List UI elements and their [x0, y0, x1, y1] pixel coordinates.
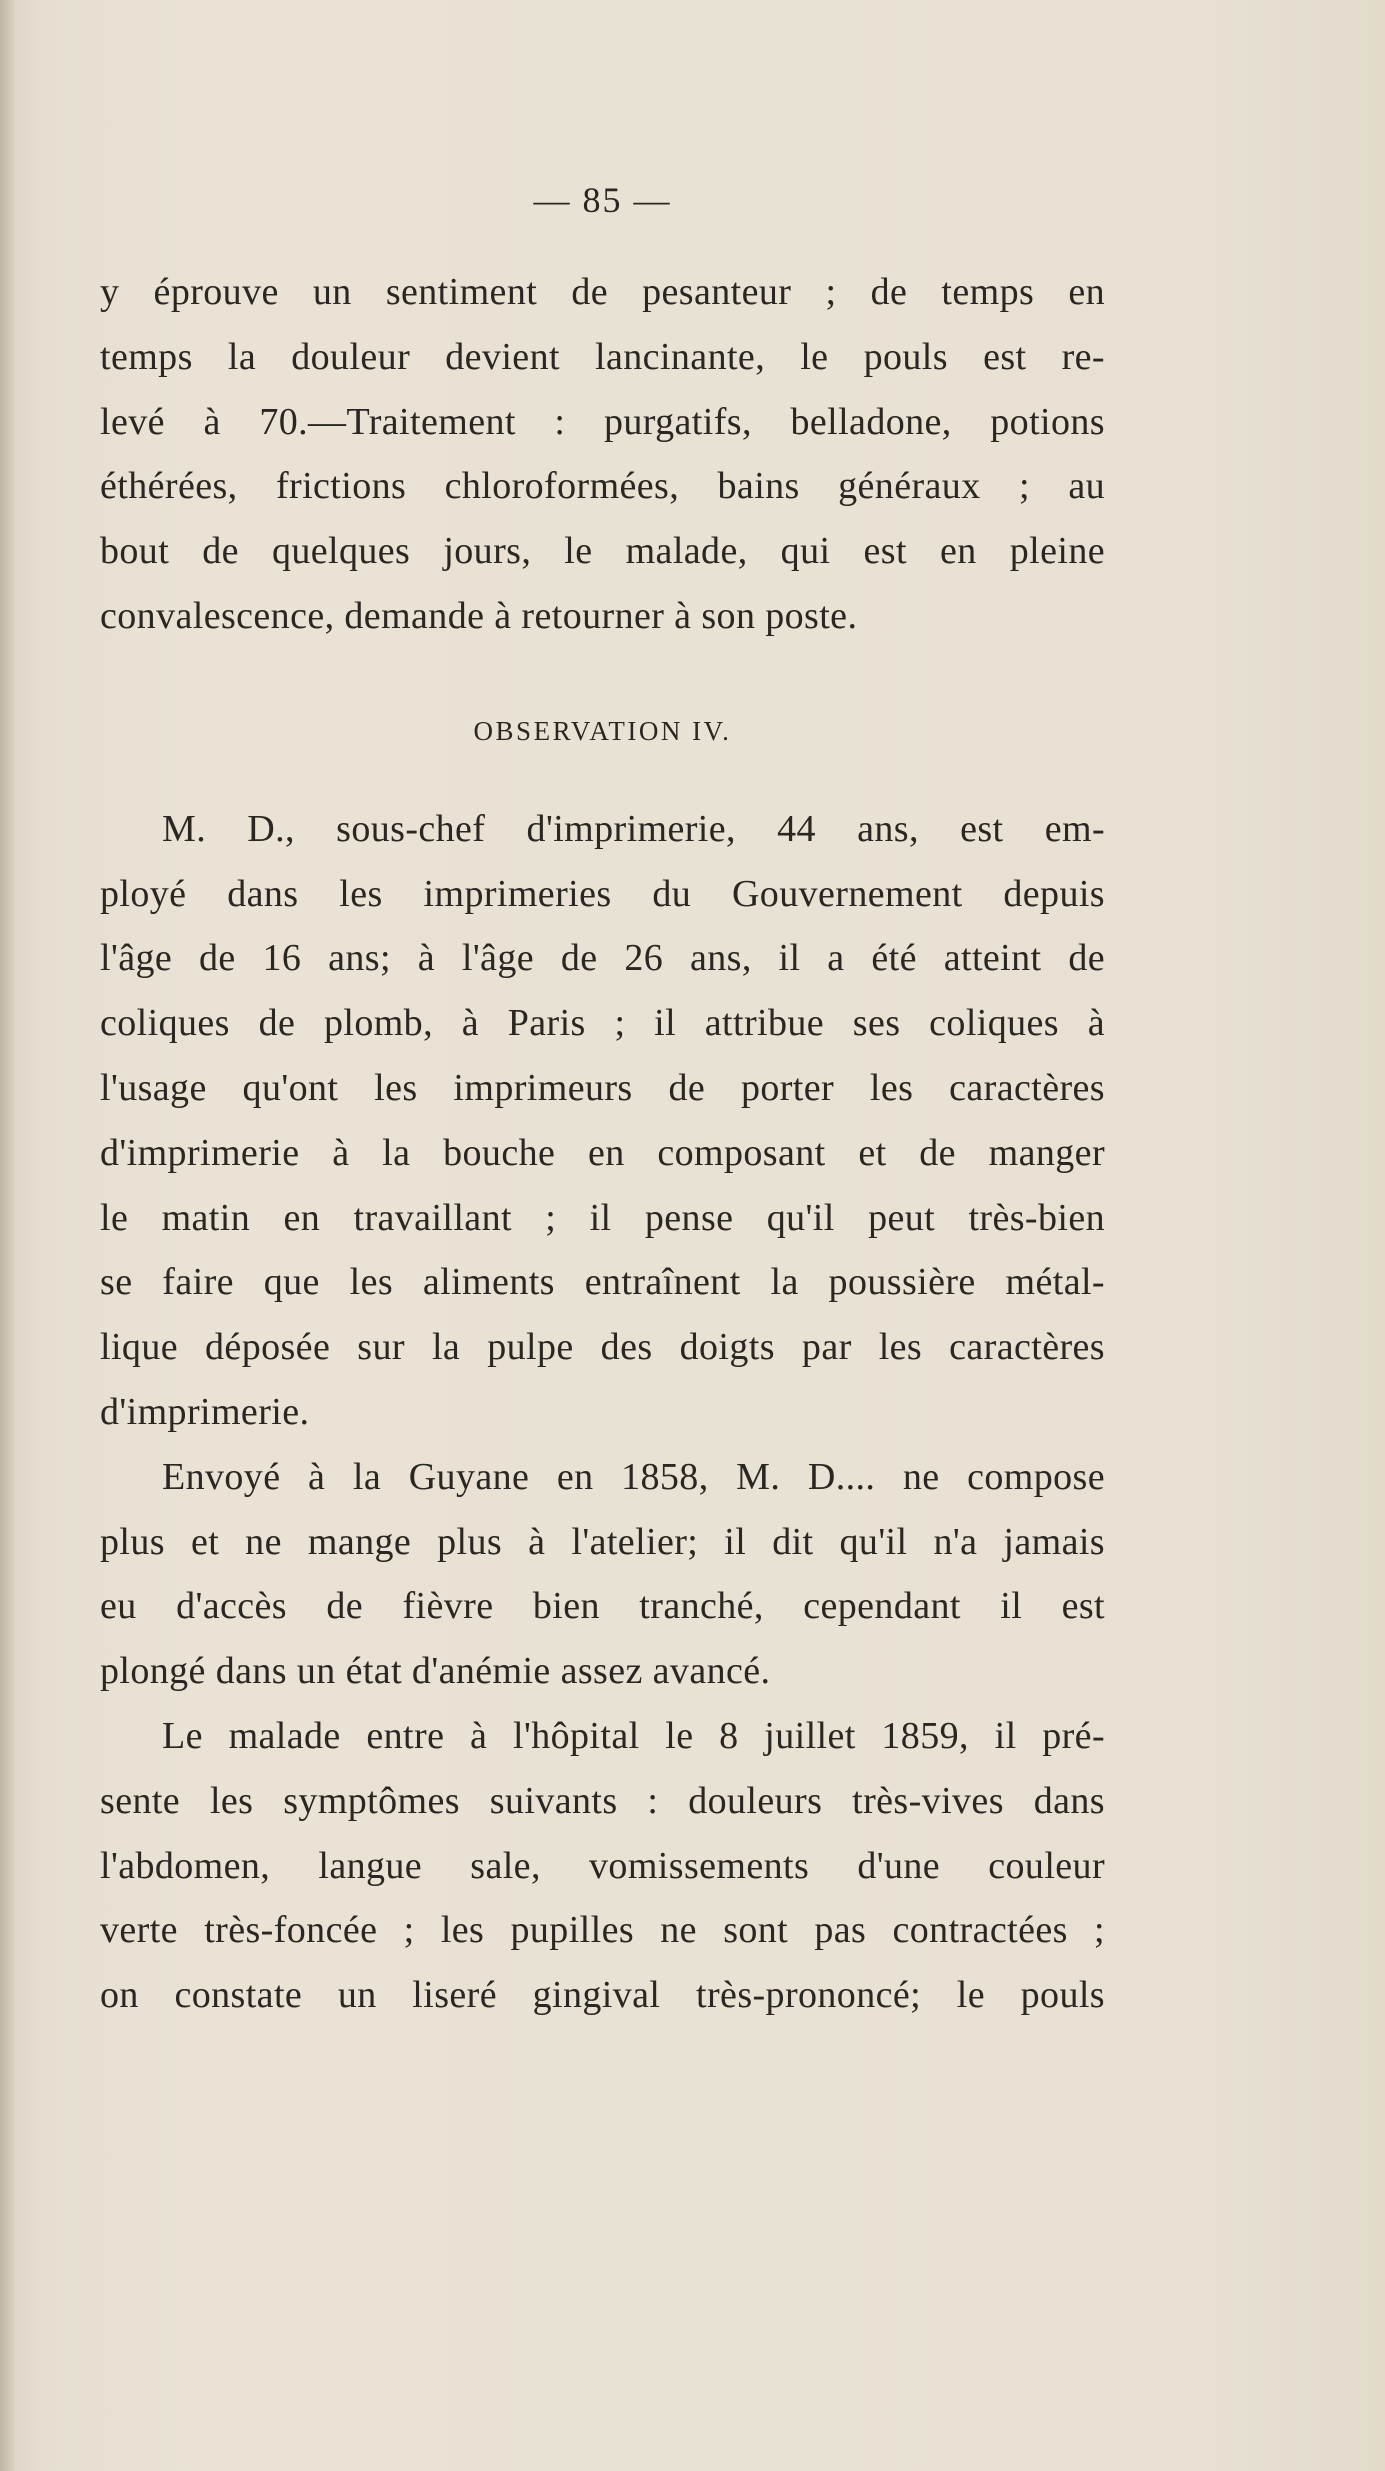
page-text-block [100, 178, 1105, 2028]
text-line: d'imprimerie. [100, 1390, 310, 1433]
page-number: — 85 — [533, 180, 672, 220]
text-line: ployé dans les imprimeries du Gouvernement depuis [100, 872, 1105, 915]
text-line: bout de quelques jours, le malade, qui est en pleine [100, 530, 1105, 573]
text-line: se faire que les aliments entraînent la poussière métal- [100, 1261, 1105, 1304]
text-line: d'imprimerie à la bouche en composant et de manger [100, 1131, 1105, 1174]
page-spine-shadow [0, 0, 14, 2471]
text-line: verte très-foncée ; les pupilles ne sont pas contractées ; [100, 1909, 1105, 1952]
text-line: lique déposée sur la pulpe des doigts par les caractères [100, 1326, 1105, 1369]
paragraph-4 [100, 1704, 1105, 2028]
text-line: levé à 70.—Traitement : purgatifs, belladone, potions [100, 400, 1105, 443]
paragraph-3 [100, 1445, 1105, 1704]
text-line: l'âge de 16 ans; à l'âge de 26 ans, il a été atteint de [100, 937, 1105, 980]
text-line: le matin en travaillant ; il pense qu'il peut très-bien [100, 1196, 1105, 1239]
text-line: sente les symptômes suivants : douleurs très-vives dans [100, 1779, 1105, 1822]
text-line: l'abdomen, langue sale, vomissements d'une couleur [100, 1844, 1105, 1887]
text-line: eu d'accès de fièvre bien tranché, cependant il est [100, 1585, 1105, 1628]
text-line: M. D., sous-chef d'imprimerie, 44 ans, est em- [162, 807, 1105, 850]
text-line: coliques de plomb, à Paris ; il attribue ses coliques à [100, 1002, 1105, 1045]
text-line: plongé dans un état d'anémie assez avancé. [100, 1650, 771, 1693]
text-line: plus et ne mange plus à l'atelier; il dit qu'il n'a jamais [100, 1520, 1105, 1563]
text-line: y éprouve un sentiment de pesanteur ; de temps en [100, 271, 1105, 313]
paragraph-2 [100, 797, 1105, 1445]
text-line: éthérées, frictions chloroformées, bains généraux ; au [100, 465, 1105, 508]
text-line: Envoyé à la Guyane en 1858, M. D.... ne compose [162, 1455, 1105, 1498]
text-line: convalescence, demande à retourner à son poste. [100, 594, 858, 637]
text-line: temps la douleur devient lancinante, le pouls est re- [100, 335, 1105, 378]
section-heading: OBSERVATION IV. [473, 715, 732, 746]
text-line: on constate un liseré gingival très-prononcé; le pouls [100, 1974, 1105, 2017]
text-line: Le malade entre à l'hôpital le 8 juillet 1859, il pré- [162, 1714, 1105, 1757]
paragraph-1 [100, 260, 1105, 649]
text-line: l'usage qu'ont les imprimeurs de porter les caractères [100, 1066, 1105, 1109]
